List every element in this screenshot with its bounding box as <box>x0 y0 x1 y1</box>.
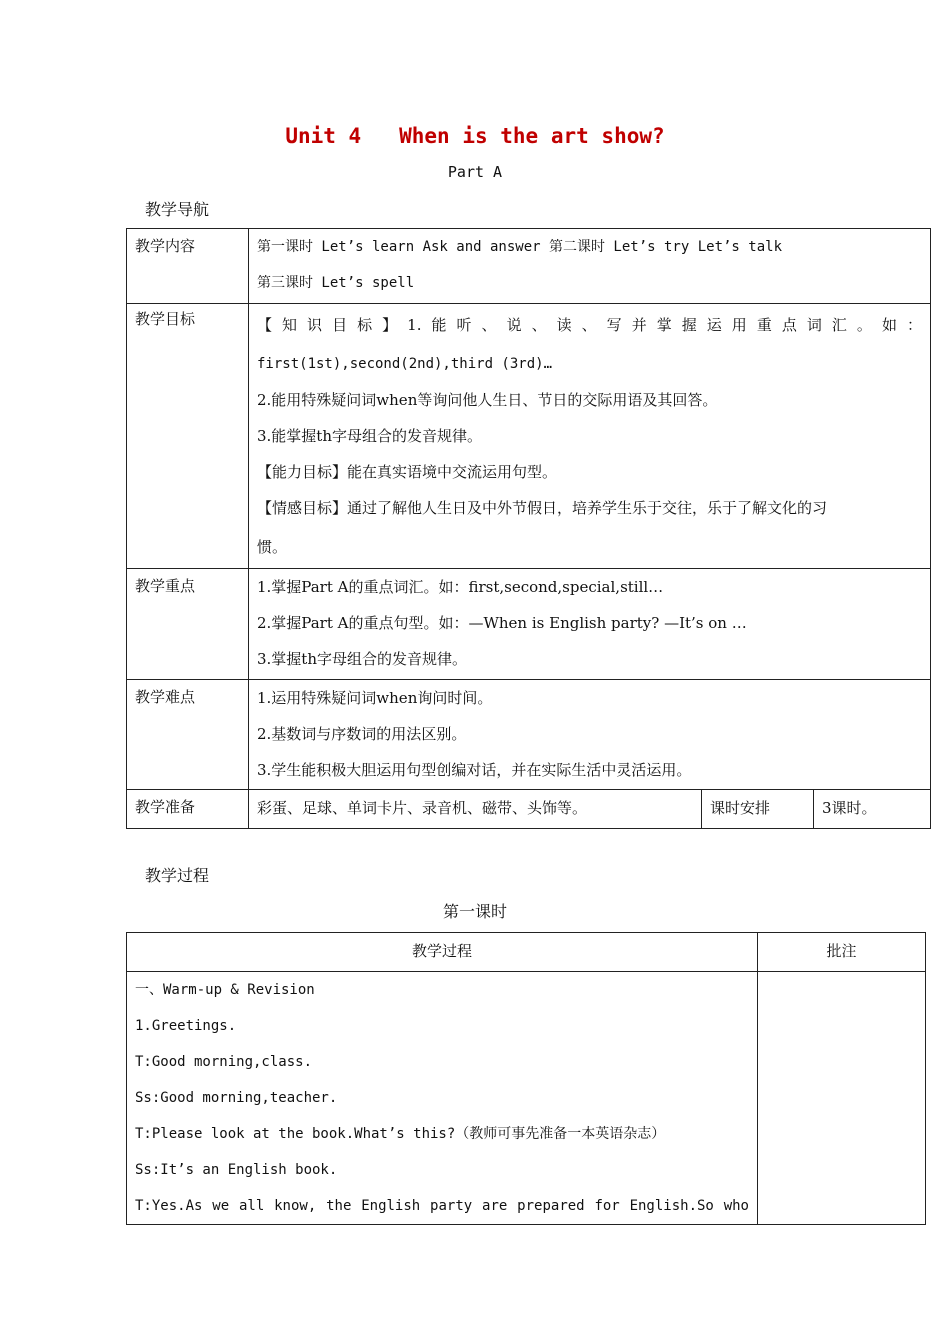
document-title: Unit 4 When is the art show? <box>285 124 665 148</box>
process-body-row <box>127 972 926 1225</box>
goals-line: 3.能掌握th字母组合的发音规律。 <box>257 427 483 445</box>
process-column-header <box>127 933 758 972</box>
process-line: 1.Greetings. <box>135 1018 237 1034</box>
goals-line: 惯。 <box>257 538 288 556</box>
difficulties-line: 2.基数词与序数词的用法区别。 <box>257 725 467 743</box>
difficulties-cell <box>249 680 931 790</box>
process-line: T:Good morning,class. <box>135 1054 313 1070</box>
preparation-cell <box>249 790 702 829</box>
lesson-title: 第一课时 <box>442 902 507 921</box>
notes-cell <box>758 972 926 1225</box>
goals-line: 2.能用特殊疑问词when等询问他人生日、节日的交际用语及其回答。 <box>257 391 718 409</box>
goals-line: 【能力目标】能在真实语境中交流运用句型。 <box>257 463 558 481</box>
key-points-line: 2.掌握Part A的重点句型。如：—When is English party? —It’s on … <box>257 614 747 632</box>
key-points-line: 1.掌握Part A的重点词汇。如：first,second,special,still… <box>257 578 664 596</box>
process-line: T:Yes.As we all know, the English party are prepared for English.So who <box>135 1198 749 1214</box>
process-content-cell <box>127 972 758 1225</box>
key-points-line: 3.掌握th字母组合的发音规律。 <box>257 650 468 668</box>
process-column-label: 教学过程 <box>411 942 472 960</box>
goals-line: first(1st),second(2nd),third (3rd)… <box>257 356 553 372</box>
goals-line: 【知识目标】1.能听、说、读、写并掌握运用重点词汇。如： <box>257 316 922 334</box>
teaching-guide-label: 教学导航 <box>145 200 210 219</box>
schedule-head: 课时安排 <box>710 799 771 817</box>
preparation-row <box>127 790 931 829</box>
preparation-value: 彩蛋、足球、单词卡片、录音机、磁带、头饰等。 <box>257 799 588 817</box>
difficulties-row <box>127 680 931 790</box>
process-line: Ss:Good morning,teacher. <box>135 1090 338 1106</box>
process-line: T:Please look at the book.What’s this?（教师可事先准备一本英语杂志） <box>135 1126 666 1142</box>
difficulties-head: 教学难点 <box>127 680 249 790</box>
difficulties-line: 1.运用特殊疑问词when询问时间。 <box>257 689 493 707</box>
content-head: 教学内容 <box>127 229 249 304</box>
content-cell <box>249 229 931 304</box>
goals-cell <box>249 304 931 569</box>
schedule-value-cell <box>814 790 931 829</box>
process-line: 一、Warm-up & Revision <box>135 982 315 998</box>
goals-head: 教学目标 <box>127 304 249 569</box>
difficulties-line: 3.学生能积极大胆运用句型创编对话，并在实际生活中灵活运用。 <box>257 761 692 779</box>
notes-column-label: 批注 <box>826 942 857 960</box>
notes-column-header <box>758 933 926 972</box>
key-points-row <box>127 569 931 680</box>
goals-line: 【情感目标】通过了解他人生日及中外节假日，培养学生乐于交往，乐于了解文化的习 <box>257 499 828 517</box>
content-row <box>127 229 931 304</box>
content-line: 第一课时 Let’s learn Ask and answer 第二课时 Let’s try Let’s talk <box>257 239 783 255</box>
schedule-head-cell <box>702 790 814 829</box>
goals-row <box>127 304 931 569</box>
process-line: Ss:It’s an English book. <box>135 1162 338 1178</box>
process-header-row <box>127 933 926 972</box>
key-points-cell <box>249 569 931 680</box>
preparation-head: 教学准备 <box>127 790 249 829</box>
schedule-value: 3课时。 <box>822 799 877 817</box>
document-subtitle: Part A <box>447 163 503 181</box>
teaching-process-label: 教学过程 <box>145 866 210 885</box>
content-line: 第三课时 Let’s spell <box>257 275 415 291</box>
key-points-head: 教学重点 <box>127 569 249 680</box>
process-table <box>126 932 926 1225</box>
teaching-guide-table <box>126 228 931 829</box>
